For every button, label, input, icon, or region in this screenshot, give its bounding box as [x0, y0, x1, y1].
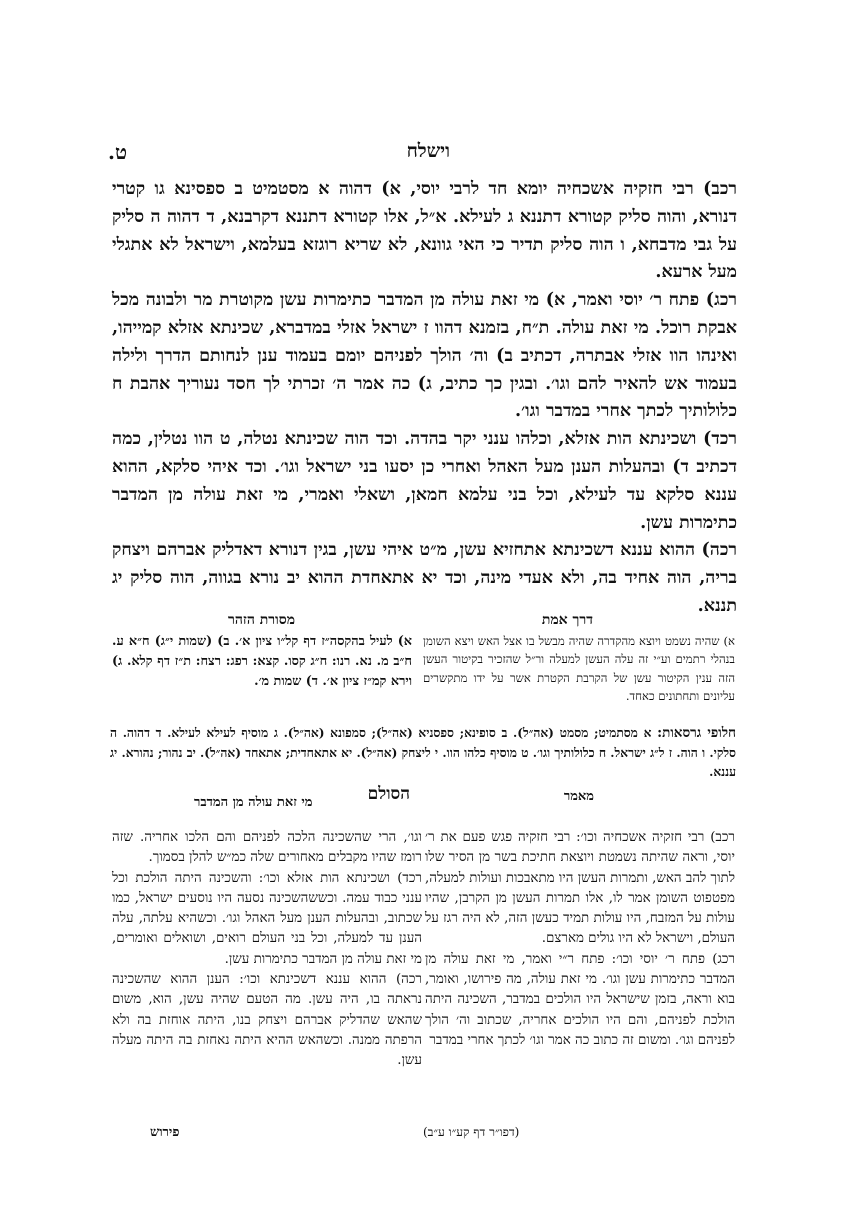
paragraph-222: רכב) רבי חזקיה אשכחיה יומא חד לרבי יוסי, א) דהוה א מסטמיט ב ספסינא גו קטרי דנורא, והוה סליק קטורא דתננא ג לעילא. א״ל, אלו קטורא דתננא דקרבנא, ד דהוה ה סליק על גבי מדבחא, ו הוה סליק תדיר כי האי גוונא, לא שריא רוגזא בעלמא, וישראל לא אתגלי מעל ארעא.: [112, 179, 737, 283]
sulam-paragraph: רכב) רבי חזקיה אשכחיה וכו׳: רבי חזקיה פגש פעם את ר׳ יוסי, וראה שהיתה נשמטת ויוצאת חתיכת בשר מן הסיר שלו לתוך להב האש, ותמרות העשן היו מתאבכות ועולות למעלה, מפטפוט השומן אמר לו, אלו תמרות העשן מן הקרבן, שהיו עולות על המזבח, היו עולות תמיד כעשן הזה, לא היה רגז על העולם, וישראל לא היו גולים מארצם.: [425, 830, 735, 947]
sulam-left-column: [112, 828, 422, 1072]
derekh-emet-text: א) שהיה נשמט ויוצא מהקדרה שהיה מבשל בו אצל האש ויצא השומן בנהלי רתמים וע״י זה עלה העשן למעלה ור״ל שהזכיר בקיטור העשן הזה ענין הקיטור עשן של הקרבת הקטרת אשר על ידו מתקשרים עליונים ותחתונים כאחד.: [423, 634, 735, 703]
zohar-main-text: [112, 176, 737, 621]
sulam-paragraph: וגו׳, הרי שהשכינה הלכה לפניהם והם הלכו אחריה. שזה רומז שהיו מקבלים מאחורים שלה כמ״ש להלן בסמוך.: [112, 830, 422, 866]
maamar-label: מאמר: [563, 789, 594, 804]
catchword: פירוש: [150, 1125, 180, 1140]
sulam-paragraph: רכד) ושכינתא הות אזלא וכו׳: והשכינה היתה הולכת וכל ענני כבוד עמה. וכששהשכינה נסעה היו נוסעים ישראל, כמו שכתוב, ובהעלות הענן מעל האהל וגו׳. וכשהיא עלתה, עלה הענן עד למעלה, וכל בני העולם רואים, ושואלים ואומרים, מי זאת עולה מן המדבר כתימרות עשן.: [112, 870, 422, 967]
masoret-hazohar-title: מסורת הזהר: [228, 612, 296, 628]
paragraph-223: רכג) פתח ר׳ יוסי ואמר, א) מי זאת עולה מן המדבר כתימרות עשן מקוטרת מר ולבונה מכל אבקת רוכל. מי זאת עולה. ת״ח, בזמנא דהוו ז ישראל אזלי במדברא, שכינתא אזלא קמייהו, ואינהו הוו אזלי אבתרה, דכתיב ב) וה׳ הולך לפניהם יומם בעמוד ענן לנחותם הדרך ולילה בעמוד אש להאיר להם וגו׳. ובגין כך כתיב, ג) כה אמר ה׳ זכרתי לך חסד נעוריך אהבת ח כלולותיך לכתך אחרי במדבר וגו׳.: [112, 290, 737, 422]
variant-readings-text: א מסתמיט; מסמט (אה״ל). ב סופינא; ספסניא (אה״ל); סמפונא (אה״ל). ג מוסיף לעילא לעילא. ד דהוה. ה סלקי. ו הוה. ז ל״ג ישראל. ח כלולותיך וגו׳. ט מוסיף כלהו הוו. י ליצחק (אה״ל). יא אתאחדית; אתאחד (אה״ל). יב נהור; נהורא. יג עננא.: [110, 726, 736, 779]
derekh-emet-title: דרך אמת: [541, 612, 593, 628]
section-heading: מי זאת עולה מן המדבר: [194, 795, 313, 810]
original-print-reference: (דפו״ר דף קע״ו ע״ב): [423, 1125, 520, 1139]
commentary-headings: [108, 612, 738, 634]
sulam-paragraph: רכה) ההוא עננא דשכינתא וכו׳: הענן ההוא שהשכינה נראתה בו, היה עשן. מה הטעם שהיה עשן, הוא, משום שהאש שהדליק אברהם ויצחק בנו, היתה אוחזת בה ולא הרפתה ממנה. וכשהאש ההיא היתה נאחזת בה היתה מעלה עשן.: [112, 972, 422, 1069]
sulam-right-column: [425, 828, 735, 1051]
sulam-headings: [108, 786, 738, 824]
paragraph-225: רכה) ההוא עננא דשכינתא אתחזיא עשן, מ״ט איהי עשן, בגין דנורא דאדליק אברהם ויצחק בריה, הוה אחיד בה, ולא אעדי מינה, וכד יא אתאחדת ההוא יב נורא בגווה, הוה סליק יג תננא.: [112, 540, 737, 616]
sulam-paragraph: רכג) פתח ר׳ יוסי וכו׳: פתח ר״י ואמר, מי זאת עולה מן המדבר כתימרות עשן וגו׳. מי זאת עולה, מה פירושו, ואומר, בוא וראה, בזמן שישראל היו הולכים במדבר, השכינה היתה הולכת לפניהם, והם היו הולכים אחריה, שכתוב וה׳ הולך לפניהם וגו׳. ומשום זה כתוב כה אמר וגו׳ לכתך אחרי במדבר: [425, 951, 735, 1048]
variant-readings-label: חלופי גרסאות:: [657, 725, 736, 741]
page-title: וישלח: [406, 140, 450, 162]
running-header: [108, 140, 735, 168]
masoret-hazohar-text: א) לעיל בהקסה״ז דף קל״ו ציון א׳. ב) (שמות י״ג) ח״א ע. ח״ב מ. נא. רנו: ח״ג קסו. קצא: רפג: רצח: ת״ז דף קלא. ג) וירא קמ״ז ציון א׳. ד) שמות מ׳.: [112, 634, 412, 689]
sulam-title: הסולם: [367, 784, 410, 804]
variant-readings: [110, 724, 736, 783]
page-number: ט.: [108, 140, 128, 164]
paragraph-224: רכד) ושכינתא הות אזלא, וכלהו ענני יקר בהדה. וכד הוה שכינתא נטלה, ט הוו נטלין, כמה דכתיב ד) ובהעלות הענן מעל האהל ואחרי כן יסעו בני ישראל וגו׳. וכד איהי סלקא, ההוא עננא סלקא עד לעילא, וכל בני עלמא חמאן, ושאלי ואמרי, מי זאת עולה מן המדבר כתימרות עשן.: [112, 429, 737, 533]
